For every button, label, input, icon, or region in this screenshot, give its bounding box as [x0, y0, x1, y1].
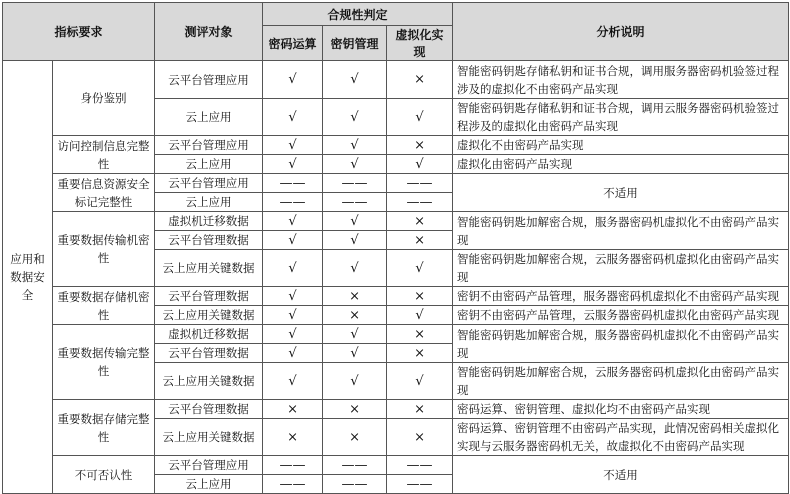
not-applicable-mark: ——: [387, 475, 453, 494]
check-mark: √: [323, 344, 387, 363]
check-mark: √: [263, 99, 323, 136]
analysis-cell: 密码运算、密钥管理不由密码产品实现，此情况密码相关虚拟化实现与云服务器密码机无关，故虚拟化不由密码产品实现: [453, 419, 789, 456]
cross-mark: ×: [263, 400, 323, 419]
header-key-mgmt: 密钥管理: [323, 26, 387, 61]
object-cell: 云平台管理应用: [155, 61, 263, 99]
header-analysis: 分析说明: [453, 3, 789, 61]
analysis-cell: 密码运算、密钥管理、虚拟化均不由密码产品实现: [453, 400, 789, 419]
cross-mark: ×: [323, 419, 387, 456]
check-mark: √: [263, 287, 323, 306]
not-applicable-mark: ——: [263, 475, 323, 494]
table-row: [3, 400, 789, 419]
object-cell: 云上应用关键数据: [155, 250, 263, 287]
analysis-cell: 密钥不由密码产品管理，云服务器密码机虚拟化由密码产品实现: [453, 306, 789, 325]
cross-mark: ×: [387, 136, 453, 155]
requirement-cell: 重要数据传输机密性: [53, 212, 155, 287]
check-mark: √: [263, 212, 323, 231]
cross-mark: ×: [387, 212, 453, 231]
object-cell: 云平台管理数据: [155, 344, 263, 363]
header-row-1: [3, 3, 789, 26]
cross-mark: ×: [387, 231, 453, 250]
analysis-cell: 智能密码钥匙加解密合规，服务器密码机虚拟化不由密码产品实现: [453, 325, 789, 363]
check-mark: √: [323, 363, 387, 400]
not-applicable-mark: ——: [387, 174, 453, 193]
cross-mark: ×: [387, 325, 453, 344]
check-mark: √: [323, 136, 387, 155]
not-applicable-mark: ——: [387, 456, 453, 475]
requirement-cell: 重要数据存储完整性: [53, 400, 155, 456]
requirement-cell: 重要数据存储机密性: [53, 287, 155, 325]
not-applicable-mark: ——: [323, 456, 387, 475]
analysis-cell: 不适用: [453, 456, 789, 494]
not-applicable-mark: ——: [323, 475, 387, 494]
cross-mark: ×: [323, 306, 387, 325]
cross-mark: ×: [387, 61, 453, 99]
table-row: [3, 61, 789, 99]
header-virt: 虚拟化实现: [387, 26, 453, 61]
object-cell: 云上应用关键数据: [155, 306, 263, 325]
check-mark: √: [387, 155, 453, 174]
cross-mark: ×: [323, 287, 387, 306]
not-applicable-mark: ——: [263, 174, 323, 193]
check-mark: √: [263, 363, 323, 400]
analysis-cell: 智能密码钥匙存储私钥和证书合规，调用服务器密码机验签过程涉及的虚拟化不由密码产品实现: [453, 61, 789, 99]
check-mark: √: [323, 155, 387, 174]
analysis-cell: 智能密码钥匙加解密合规，服务器密码机虚拟化不由密码产品实现: [453, 212, 789, 250]
check-mark: √: [323, 61, 387, 99]
object-cell: 云平台管理应用: [155, 174, 263, 193]
check-mark: √: [263, 231, 323, 250]
check-mark: √: [323, 231, 387, 250]
analysis-cell: 智能密码钥匙加解密合规，云服务器密码机虚拟化由密码产品实现: [453, 250, 789, 287]
analysis-cell: 智能密码钥匙存储私钥和证书合规，调用云服务器密码机验签过程涉及的虚拟化由密码产品实现: [453, 99, 789, 136]
check-mark: √: [323, 212, 387, 231]
check-mark: √: [387, 306, 453, 325]
check-mark: √: [387, 363, 453, 400]
not-applicable-mark: ——: [323, 174, 387, 193]
object-cell: 云平台管理应用: [155, 136, 263, 155]
table-row: [3, 212, 789, 231]
analysis-cell: 不适用: [453, 174, 789, 212]
object-cell: 云上应用关键数据: [155, 419, 263, 456]
object-cell: 虚拟机迁移数据: [155, 212, 263, 231]
analysis-cell: 虚拟化由密码产品实现: [453, 155, 789, 174]
not-applicable-mark: ——: [263, 193, 323, 212]
analysis-cell: 密钥不由密码产品管理，服务器密码机虚拟化不由密码产品实现: [453, 287, 789, 306]
table-row: [3, 174, 789, 193]
requirement-cell: 身份鉴别: [53, 61, 155, 136]
check-mark: √: [323, 99, 387, 136]
object-cell: 云上应用: [155, 193, 263, 212]
object-cell: 云上应用: [155, 155, 263, 174]
compliance-table: [2, 2, 789, 494]
cross-mark: ×: [387, 287, 453, 306]
requirement-cell: 访问控制信息完整性: [53, 136, 155, 174]
object-cell: 云上应用: [155, 475, 263, 494]
requirement-cell: 不可否认性: [53, 456, 155, 494]
check-mark: √: [263, 136, 323, 155]
object-cell: 云上应用: [155, 99, 263, 136]
check-mark: √: [263, 344, 323, 363]
header-indicator: 指标要求: [3, 3, 155, 61]
not-applicable-mark: ——: [263, 456, 323, 475]
not-applicable-mark: ——: [323, 193, 387, 212]
header-object: 测评对象: [155, 3, 263, 61]
object-cell: 云平台管理数据: [155, 231, 263, 250]
cross-mark: ×: [387, 400, 453, 419]
check-mark: √: [323, 250, 387, 287]
table-row: [3, 287, 789, 306]
check-mark: √: [323, 325, 387, 344]
table-body: [3, 61, 789, 494]
header-compliance: 合规性判定: [263, 3, 453, 26]
header-crypto-op: 密码运算: [263, 26, 323, 61]
table-row: [3, 325, 789, 344]
cross-mark: ×: [387, 344, 453, 363]
analysis-cell: 智能密码钥匙加解密合规，云服务器密码机虚拟化由密码产品实现: [453, 363, 789, 400]
cross-mark: ×: [323, 400, 387, 419]
check-mark: √: [387, 99, 453, 136]
object-cell: 云上应用关键数据: [155, 363, 263, 400]
cross-mark: ×: [263, 419, 323, 456]
object-cell: 云平台管理应用: [155, 456, 263, 475]
check-mark: √: [263, 250, 323, 287]
object-cell: 云平台管理数据: [155, 400, 263, 419]
check-mark: √: [263, 155, 323, 174]
cross-mark: ×: [387, 419, 453, 456]
object-cell: 云平台管理数据: [155, 287, 263, 306]
requirement-cell: 重要数据传输完整性: [53, 325, 155, 400]
check-mark: √: [263, 306, 323, 325]
category-cell: 应用和数据安全: [3, 61, 53, 494]
requirement-cell: 重要信息资源安全标记完整性: [53, 174, 155, 212]
table-row: [3, 136, 789, 155]
not-applicable-mark: ——: [387, 193, 453, 212]
object-cell: 虚拟机迁移数据: [155, 325, 263, 344]
analysis-cell: 虚拟化不由密码产品实现: [453, 136, 789, 155]
check-mark: √: [387, 250, 453, 287]
check-mark: √: [263, 325, 323, 344]
check-mark: √: [263, 61, 323, 99]
